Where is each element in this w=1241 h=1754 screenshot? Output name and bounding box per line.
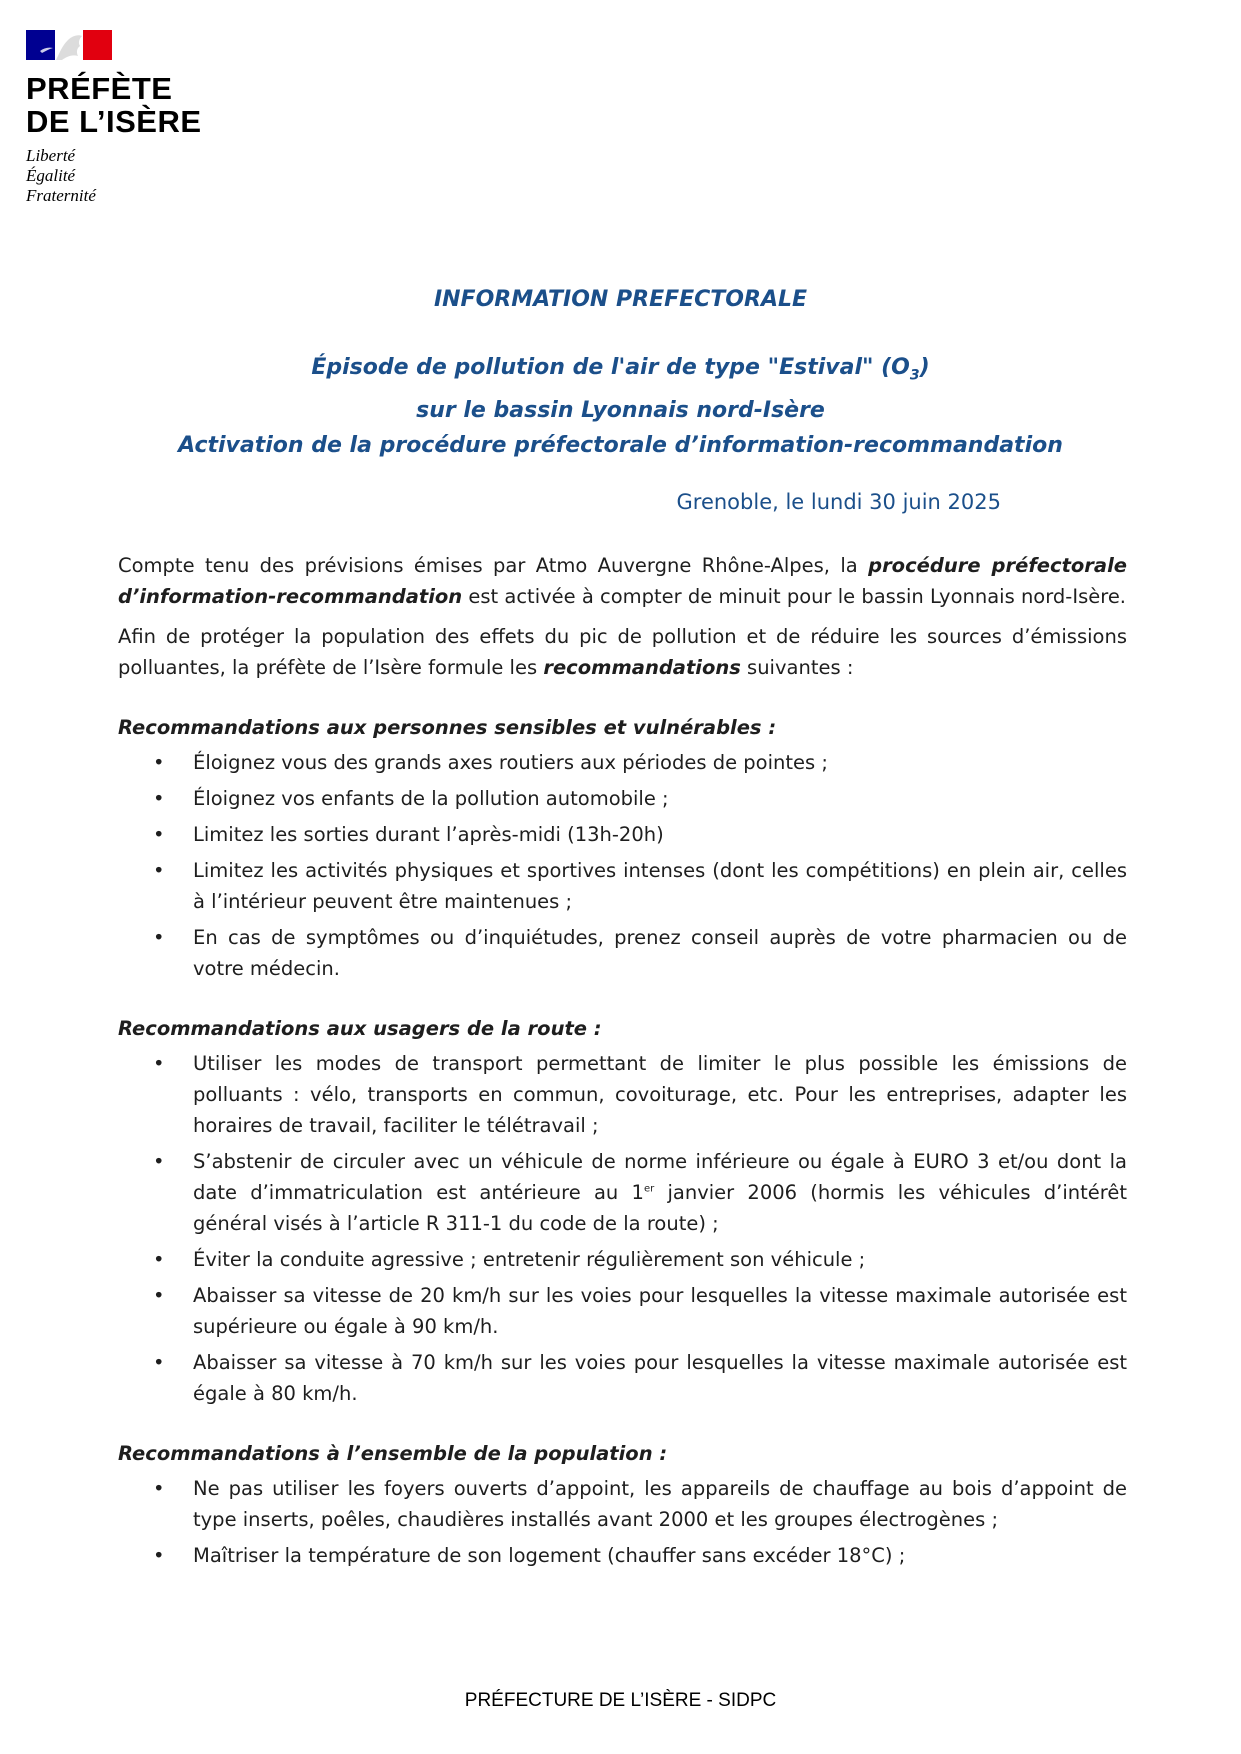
- list-item: [118, 1473, 1127, 1535]
- subtitle-line3: Activation de la procédure préfectorale d’information-recommandation: [178, 433, 1063, 459]
- motto-liberte: Liberté: [26, 146, 76, 165]
- subtitle-line2: sur le bassin Lyonnais nord-Isère: [416, 398, 825, 424]
- motto: [26, 146, 96, 206]
- section-title-road: Recommandations aux usagers de la route :: [118, 1017, 602, 1040]
- list-population: [118, 1473, 1127, 1571]
- intro-p1-emphasis: procédure préfectorale d’information-recommandation: [118, 554, 1127, 608]
- list-item-text: S’abstenir de circuler avec un véhicule de norme inférieure ou égale à EURO 3 et/ou dont la date d’immatriculation est antérieure au 1: [193, 1150, 1127, 1204]
- list-item: [118, 819, 1127, 850]
- list-item-text: Éviter la conduite agressive ; entretenir régulièrement son véhicule ;: [193, 1248, 866, 1271]
- bullet-icon: •: [153, 1150, 165, 1173]
- org-name: [26, 72, 202, 138]
- intro-paragraph-1: [118, 550, 1127, 612]
- list-item-text: Utiliser les modes de transport permettant de limiter le plus possible les émissions de polluants : vélo, transports en commun, covoiturage, etc. Pour les entreprises, adapter les horaires de travail, faciliter le télétravail ;: [193, 1052, 1127, 1137]
- page-footer: PRÉFECTURE DE L’ISÈRE - SIDPC: [464, 1690, 777, 1711]
- bullet-icon: •: [153, 859, 165, 882]
- section-title-population: Recommandations à l’ensemble de la population :: [118, 1442, 668, 1465]
- list-item-text: Limitez les sorties durant l’après-midi (13h-20h): [193, 823, 664, 846]
- list-item: [118, 1048, 1127, 1141]
- list-item: [118, 783, 1127, 814]
- list-item-text: Limitez les activités physiques et sportives intenses (dont les compétitions) en plein air, celles à l’intérieur peuvent être maintenues ;: [193, 859, 1127, 913]
- marianne-flag-icon: [26, 30, 112, 60]
- list-item-text-end: janvier 2006 (hormis les véhicules d’intérêt général visés à l’article R 311-1 du code de la route) ;: [193, 1181, 1127, 1235]
- list-item: [118, 1244, 1127, 1275]
- list-item-text: En cas de symptômes ou d’inquiétudes, prenez conseil auprès de votre pharmacien ou de votre médecin.: [193, 926, 1127, 980]
- superscript: er: [643, 1183, 655, 1195]
- list-item: [118, 1347, 1127, 1409]
- intro-paragraph-2: [118, 621, 1127, 683]
- list-item-text: Abaisser sa vitesse à 70 km/h sur les voies pour lesquelles la vitesse maximale autorisée est égale à 80 km/h.: [193, 1351, 1127, 1405]
- list-item: [118, 922, 1127, 984]
- intro-p1-end: est activée à compter de minuit pour le bassin Lyonnais nord-Isère.: [462, 585, 1127, 608]
- list-item-text: Abaisser sa vitesse de 20 km/h sur les voies pour lesquelles la vitesse maximale autorisée est supérieure ou égale à 90 km/h.: [193, 1284, 1127, 1338]
- bullet-icon: •: [153, 1248, 165, 1271]
- bullet-icon: •: [153, 823, 165, 846]
- list-item-text: Éloignez vous des grands axes routiers aux périodes de pointes ;: [193, 751, 828, 774]
- org-name-line2: DE L’ISÈRE: [26, 104, 202, 139]
- dateline: Grenoble, le lundi 30 juin 2025: [676, 490, 1001, 514]
- list-sensitive: [118, 747, 1127, 984]
- document-title: INFORMATION PREFECTORALE: [433, 287, 808, 312]
- subtitle-subscript: 3: [909, 367, 920, 384]
- subtitle-line1-text: Épisode de pollution de l'air de type "Estival" (O: [311, 355, 910, 380]
- list-item-text: Ne pas utiliser les foyers ouverts d’appoint, les appareils de chauffage au bois d’appoint de type inserts, poêles, chaudières installés avant 2000 et les groupes électrogènes ;: [193, 1477, 1127, 1531]
- bullet-icon: •: [153, 1052, 165, 1075]
- org-name-line1: PRÉFÈTE: [26, 71, 173, 106]
- list-road: [118, 1048, 1127, 1409]
- intro-p2-emphasis: recommandations: [543, 656, 741, 679]
- section-title-sensitive: Recommandations aux personnes sensibles et vulnérables :: [118, 716, 777, 739]
- motto-egalite: Égalité: [26, 166, 76, 185]
- bullet-icon: •: [153, 1284, 165, 1307]
- intro-p2-text: Afin de protéger la population des effets du pic de pollution et de réduire les sources d’émissions polluantes, la préfète de l’Isère formule les: [118, 625, 1127, 679]
- bullet-icon: •: [153, 926, 165, 949]
- document-subtitle: [0, 350, 1241, 463]
- bullet-icon: •: [153, 751, 165, 774]
- bullet-icon: •: [153, 1351, 165, 1374]
- list-item: [118, 1540, 1127, 1571]
- intro-p1-text: Compte tenu des prévisions émises par Atmo Auvergne Rhône-Alpes, la: [118, 554, 869, 577]
- list-item-text: Éloignez vos enfants de la pollution automobile ;: [193, 787, 669, 810]
- subtitle-line1: [0, 350, 1241, 393]
- bullet-icon: •: [153, 1477, 165, 1500]
- list-item: [118, 1146, 1127, 1239]
- intro-p2-end: suivantes :: [740, 656, 854, 679]
- bullet-icon: •: [153, 787, 165, 810]
- subtitle-line1-end: ): [919, 355, 930, 380]
- motto-fraternite: Fraternité: [26, 186, 96, 205]
- list-item: [118, 855, 1127, 917]
- bullet-icon: •: [153, 1544, 165, 1567]
- document-body: [118, 550, 1127, 1576]
- list-item: [118, 1280, 1127, 1342]
- list-item-text: Maîtriser la température de son logement (chauffer sans excéder 18°C) ;: [193, 1544, 906, 1567]
- list-item: [118, 747, 1127, 778]
